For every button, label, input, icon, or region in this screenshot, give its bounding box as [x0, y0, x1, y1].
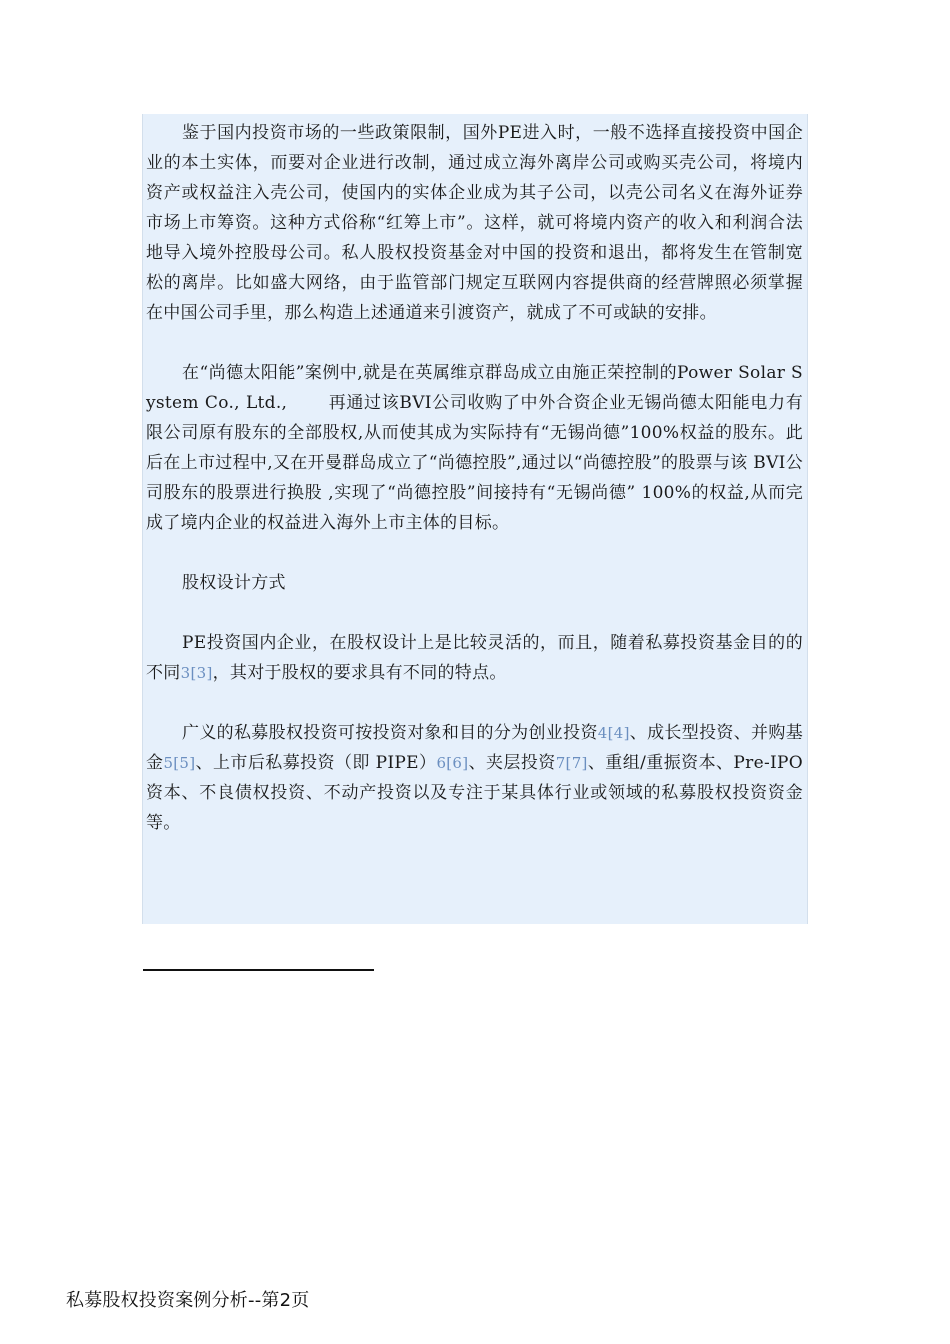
paragraph-text: 、成长型投资、并购基金: [146, 723, 803, 773]
footnote-link-5[interactable]: 5[5]: [163, 754, 196, 772]
paragraph-investment-types: [146, 718, 803, 838]
footnote-link-4[interactable]: 4[4]: [597, 724, 630, 742]
paragraph-gap: [146, 538, 803, 568]
paragraph-text: ，其对于股权的要求具有不同的特点。: [212, 663, 507, 683]
footnote-separator: [143, 969, 374, 971]
footnote-link-6[interactable]: 6[6]: [436, 754, 469, 772]
paragraph-gap: [146, 688, 803, 718]
paragraph-red-chip-listing: 鉴于国内投资市场的一些政策限制，国外PE进入时，一般不选择直接投资中国企业的本土实体，而要对企业进行改制，通过成立海外离岸公司或购买壳公司，将境内资产或权益注入壳公司，使国内的实体企业成为其子公司，以壳公司名义在海外证券市场上市筹资。这种方式俗称“红筹上市”。这样，就可将境内资产的收入和利润合法地导入境外控股母公司。私人股权投资基金对中国的投资和退出，都将发生在管制宽松的离岸。比如盛大网络，由于监管部门规定互联网内容提供商的经营牌照必须掌握在中国公司手里，那么构造上述通道来引渡资产，就成了不可或缺的安排。: [146, 123, 803, 323]
paragraph-gap: [146, 328, 803, 358]
footnote-link-7[interactable]: 7[7]: [555, 754, 588, 772]
page-footer: 私募股权投资案例分析--第2页: [66, 1290, 310, 1311]
section-heading-equity-design: 股权设计方式: [182, 573, 286, 593]
paragraph-suntech-case: 在“尚德太阳能”案例中,就是在英属维京群岛成立由施正荣控制的Power Solar System Co., Ltd., 再通过该BVI公司收购了中外合资企业无锡尚德太阳能电力有限公司原有股东的全部股权,从而使其成为实际持有“无锡尚德”100%权益的股东。此后在上市过程中,又在开曼群岛成立了“尚德控股”,通过以“尚德控股”的股票与该 BVI公司股东的股票进行换股 ,实现了“尚德控股”间接持有“无锡尚德” 100%的权益,从而完成了境内企业的权益进入海外上市主体的目标。: [146, 363, 803, 533]
paragraph-text: 广义的私募股权投资可按投资对象和目的分为创业投资: [182, 723, 598, 743]
article-body: [142, 114, 808, 924]
paragraph-gap: [146, 598, 803, 628]
paragraph-text: PE投资国内企业，在股权设计上是比较灵活的，而且，随着私募投资基金目的的不同: [146, 633, 803, 683]
footnote-link-3[interactable]: 3[3]: [180, 664, 213, 682]
paragraph-text: 、夹层投资: [468, 753, 556, 773]
paragraph-text: 、重组/重振资本、Pre-IPO 资本、不良债权投资、不动产投资以及专注于某具体行业或领域的私募股权投资资金等。: [146, 753, 803, 833]
paragraph-text: 、上市后私募投资（即 PIPE）: [195, 753, 437, 773]
paragraph-equity-design: [146, 628, 803, 688]
